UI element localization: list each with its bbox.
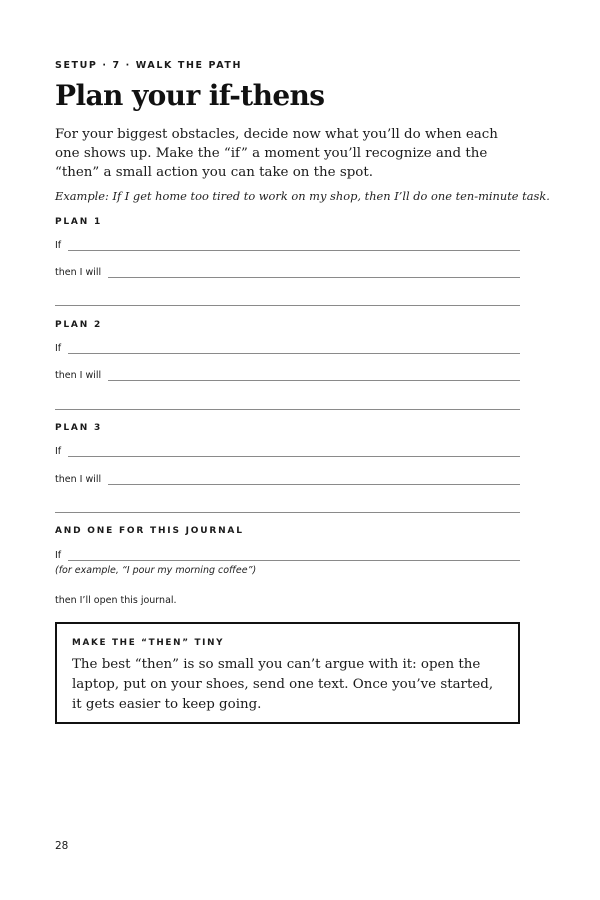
intro-paragraph: For your biggest obstacles, decide now what you’ll do when each one shows up. Make the “if” a moment you’ll recognize and the “then” a small action you can take on the spot. [55, 127, 498, 180]
journal-label: AND ONE FOR THIS JOURNAL [55, 526, 244, 536]
plan-1-if-line[interactable] [68, 250, 520, 251]
plan-3-then-field[interactable] [55, 471, 520, 487]
plan-1-then-label: then I will [55, 267, 102, 278]
plan-2-then-field[interactable] [55, 367, 520, 383]
plan-2-if-label: If [55, 343, 62, 354]
plan-1-then-line[interactable] [108, 277, 520, 278]
plan-1-if-field[interactable] [55, 237, 520, 253]
plan-2-label: PLAN 2 [55, 320, 103, 330]
plan-2-then-line[interactable] [108, 380, 520, 381]
callout-body: The best “then” is so small you can’t argue with it: open the laptop, put on your shoes, send one text. Once you’ve started, it gets easier to keep going. [72, 657, 494, 712]
workbook-page [55, 0, 550, 900]
example-text: Example: If I get home too tired to work on my shop, then I’ll do one ten-minute task. [55, 189, 550, 203]
plan-3-if-line[interactable] [68, 456, 520, 457]
plan-1-then-field[interactable] [55, 264, 520, 280]
journal-if-field[interactable] [55, 547, 520, 563]
plan-2-extra-line[interactable] [55, 409, 520, 410]
journal-then-text: then I’ll open this journal. [55, 595, 177, 606]
section-eyebrow: SETUP · 7 · WALK THE PATH [55, 60, 243, 71]
journal-if-line[interactable] [68, 560, 520, 561]
journal-hint: (for example, “I pour my morning coffee”) [55, 565, 257, 576]
callout-label: MAKE THE “THEN” TINY [72, 638, 225, 648]
plan-2-if-line[interactable] [68, 353, 520, 354]
plan-3-then-label: then I will [55, 474, 102, 485]
plan-3-if-label: If [55, 446, 62, 457]
plan-1-label: PLAN 1 [55, 217, 103, 227]
plan-2-if-field[interactable] [55, 340, 520, 356]
plan-1-if-label: If [55, 240, 62, 251]
plan-1-extra-line[interactable] [55, 305, 520, 306]
plan-3-then-line[interactable] [108, 484, 520, 485]
plan-2-then-label: then I will [55, 370, 102, 381]
page-number: 28 [55, 840, 69, 852]
tip-callout-box [55, 622, 520, 724]
plan-3-extra-line[interactable] [55, 512, 520, 513]
page-title: Plan your if-thens [55, 79, 325, 112]
journal-if-label: If [55, 550, 62, 561]
plan-3-label: PLAN 3 [55, 423, 103, 433]
plan-3-if-field[interactable] [55, 443, 520, 459]
